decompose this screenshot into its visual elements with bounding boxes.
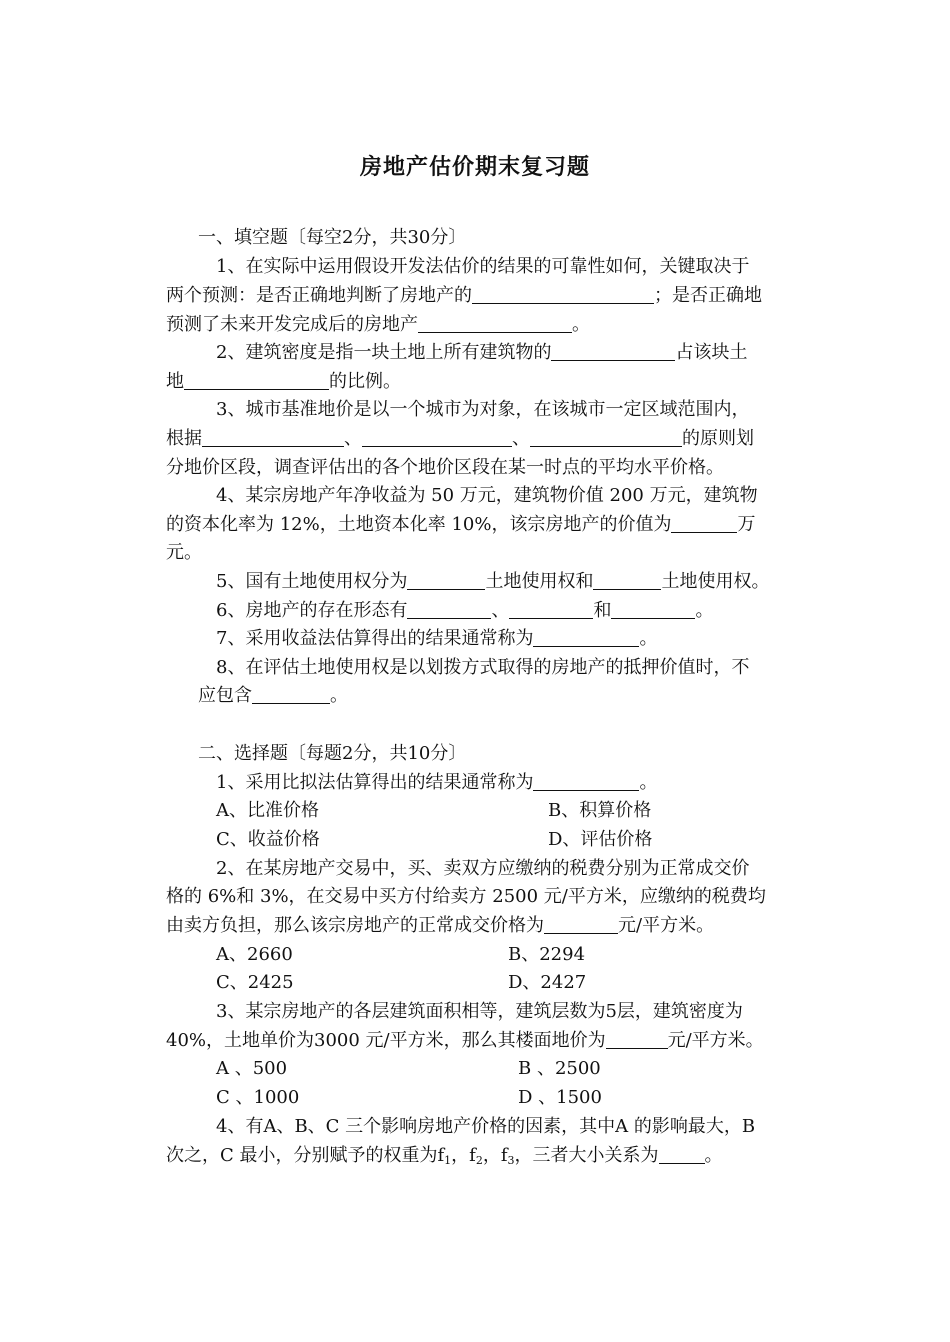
answer-blank[interactable] (509, 600, 593, 619)
s1-q3-text: 的原则划 (682, 428, 754, 449)
s2-q3-option-c[interactable]: C 、1000 (216, 1087, 300, 1108)
s2-q4-line1: 4、有A、B、C 三个影响房地产价格的因素，其中A 的影响最大，B (216, 1116, 756, 1137)
s2-q1-option-b[interactable]: B、积算价格 (548, 800, 652, 821)
s1-q1-text: 预测了未来开发完成后的房地产 (166, 314, 418, 335)
answer-blank[interactable] (407, 600, 491, 619)
s1-q3-line3: 分地价区段，调查评估出的各个地价区段在某一时点的平均水平价格。 (166, 457, 724, 478)
s2-q3-text: 40%，土地单价为3000 元/平方米，那么其楼面地价为 (166, 1030, 606, 1051)
s2-q4-text: ，f (482, 1145, 508, 1166)
s1-q4-line1: 4、某宗房地产年净收益为 50 万元，建筑物价值 200 万元，建筑物 (216, 485, 758, 506)
s2-q2-option-a[interactable]: A、2660 (216, 944, 293, 965)
section2-heading: 二、选择题〔每题2分，共10分〕 (198, 743, 467, 764)
s1-q3-text: 、 (512, 428, 530, 449)
page-title: 房地产估价期末复习题 (359, 155, 590, 180)
s1-q4-text: 万 (737, 514, 756, 535)
s1-q5-line (216, 570, 769, 594)
s2-q2-option-d[interactable]: D、2427 (508, 972, 587, 993)
answer-blank[interactable] (606, 1030, 668, 1049)
s2-q3-option-a[interactable]: A 、500 (216, 1058, 288, 1079)
s1-q5-text: 土地使用权和 (485, 571, 594, 592)
s1-q3-text: 根据 (166, 428, 202, 449)
answer-blank[interactable] (611, 600, 695, 619)
s2-q2-line2: 格的 6%和 3%，在交易中买方付给卖方 2500 元/平方米，应缴纳的税费均 (166, 886, 766, 907)
subscript: 3 (507, 1154, 515, 1167)
s1-q6-text: 和 (593, 600, 612, 621)
answer-blank[interactable] (530, 428, 682, 447)
s1-q1-line1: 1、在实际中运用假设开发法估价的结果的可靠性如何，关键取决于 (216, 256, 750, 277)
s1-q7-line (216, 627, 657, 651)
s2-q2-text: 元/平方米。 (618, 915, 715, 936)
answer-blank[interactable] (472, 285, 654, 304)
s1-q1-text: 。 (572, 314, 590, 335)
s2-q3-line2 (166, 1029, 764, 1053)
s2-q4-text: 。 (704, 1145, 723, 1166)
s1-q2-text: 2、建筑密度是指一块土地上所有建筑物的 (216, 342, 552, 363)
s2-q3-option-d[interactable]: D 、1500 (518, 1087, 602, 1108)
s2-q1-stem (216, 771, 657, 795)
s1-q5-text: 5、国有土地使用权分为 (216, 571, 408, 592)
s1-q2-line1 (216, 341, 747, 365)
s2-q4-line2 (166, 1144, 723, 1168)
s1-q7-text: 7、采用收益法估算得出的结果通常称为 (216, 628, 534, 649)
s1-q6-text: 6、房地产的存在形态有 (216, 600, 408, 621)
s1-q1-text: ；是否正确地 (654, 285, 762, 306)
s1-q8-line2 (198, 684, 348, 708)
s1-q1-line2 (166, 284, 762, 308)
s2-q1-text: 1、采用比拟法估算得出的结果通常称为 (216, 772, 534, 793)
subscript: 1 (444, 1154, 452, 1167)
s1-q1-text: 两个预测：是否正确地判断了房地产的 (166, 285, 472, 306)
s1-q6-line (216, 599, 713, 623)
s1-q3-line1: 3、城市基准地价是以一个城市为对象，在该城市一定区域范围内， (216, 399, 750, 420)
answer-blank[interactable] (551, 342, 675, 361)
s1-q2-line2 (166, 370, 401, 394)
s1-q5-text: 土地使用权。 (661, 571, 770, 592)
s1-q6-text: 。 (695, 600, 714, 621)
s2-q4-text: ，f (451, 1145, 476, 1166)
s2-q1-option-a[interactable]: A、比准价格 (216, 800, 319, 821)
s1-q2-text: 地 (166, 371, 184, 392)
s2-q2-text: 由卖方负担，那么该宗房地产的正常成交价格为 (166, 915, 544, 936)
answer-blank[interactable] (202, 428, 344, 447)
s2-q2-option-c[interactable]: C、2425 (216, 972, 294, 993)
s2-q4-text: 次之，C 最小，分别赋予的权重为f (166, 1145, 445, 1166)
s1-q1-line3 (166, 313, 590, 337)
s1-q2-text: 占该块土 (675, 342, 748, 363)
s2-q3-text: 元/平方米。 (667, 1030, 764, 1051)
s1-q2-text: 的比例。 (329, 371, 401, 392)
answer-blank[interactable] (544, 915, 618, 934)
s2-q4-text: ，三者大小关系为 (514, 1145, 659, 1166)
answer-blank[interactable] (671, 514, 737, 533)
s1-q7-text: 。 (639, 628, 658, 649)
s1-q4-line2 (166, 513, 755, 537)
answer-blank[interactable] (362, 428, 512, 447)
answer-blank[interactable] (418, 314, 572, 333)
s2-q3-line1: 3、某宗房地产的各层建筑面积相等，建筑层数为5层，建筑密度为 (216, 1001, 743, 1022)
s1-q3-text: 、 (344, 428, 362, 449)
s1-q4-text: 的资本化率为 12%，土地资本化率 10%，该宗房地产的价值为 (166, 514, 672, 535)
s1-q3-line2 (166, 427, 754, 451)
s1-q8-text: 。 (330, 685, 348, 706)
s1-q4-line3: 元。 (166, 542, 202, 563)
answer-blank[interactable] (659, 1145, 705, 1164)
s2-q2-line3 (166, 914, 714, 938)
s2-q2-line1: 2、在某房地产交易中，买、卖双方应缴纳的税费分别为正常成交价 (216, 858, 750, 879)
section1-heading: 一、填空题〔每空2分，共30分〕 (198, 227, 467, 248)
answer-blank[interactable] (407, 571, 485, 590)
answer-blank[interactable] (184, 371, 329, 390)
s2-q2-option-b[interactable]: B、2294 (508, 944, 586, 965)
s1-q8-text: 应包含 (198, 685, 252, 706)
answer-blank[interactable] (533, 628, 639, 647)
answer-blank[interactable] (533, 772, 639, 791)
s2-q1-option-c[interactable]: C、收益价格 (216, 829, 320, 850)
s1-q6-text: 、 (491, 600, 510, 621)
s2-q3-option-b[interactable]: B 、2500 (518, 1058, 601, 1079)
s2-q1-option-d[interactable]: D、评估价格 (548, 829, 653, 850)
subscript: 2 (475, 1154, 483, 1167)
answer-blank[interactable] (593, 571, 661, 590)
answer-blank[interactable] (252, 685, 330, 704)
s2-q1-text: 。 (639, 772, 658, 793)
s1-q8-line1: 8、在评估土地使用权是以划拨方式取得的房地产的抵押价值时，不 (216, 657, 750, 678)
